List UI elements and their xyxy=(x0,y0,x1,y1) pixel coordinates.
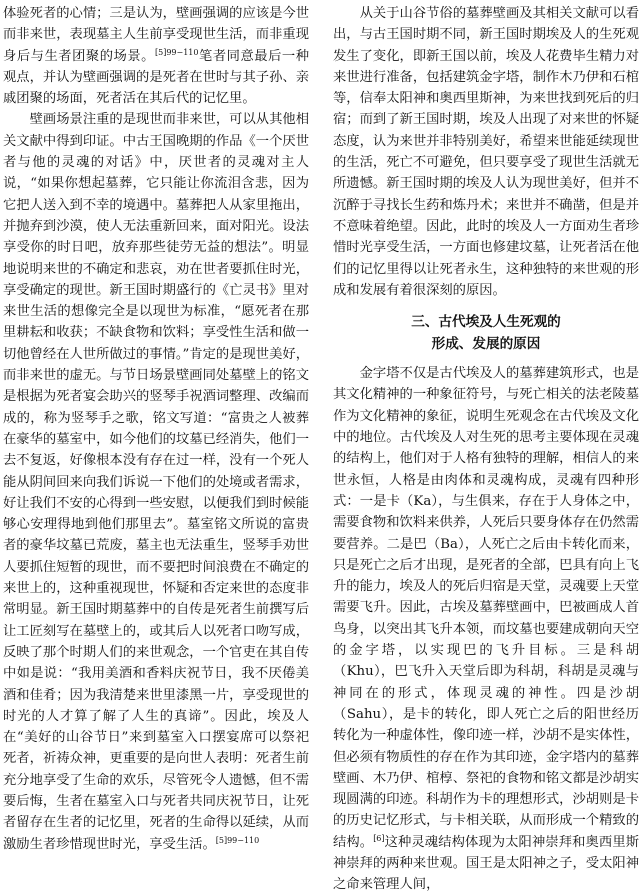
paragraph-text: 笔者同意最后一种观点，并认为壁画强调的是死者在世时与其子孙、亲戚团聚的场面，死者活在其后代的记忆里。 xyxy=(3,48,310,107)
citation: [5]99−110 xyxy=(215,835,260,845)
paragraph-text: 金字塔不仅是古代埃及人的墓葬建筑形式，也是其文化精神的一种象征符号，与死亡相关的法老陵墓作为文化精神的象征，说明生死观念在古代埃及文化中的地位。古代埃及人对生死的思考主要体现在灵魂的结构上，他们对于人格有独特的理解，相信人的来世永恒，人格是由肉体和灵魂构成，灵魂有四种形式：一是卡（Ka），与生俱来，存在于人身体之中，需要食物和饮料来供养，人死后只要身体存在仍然需要营养。二是巴（Ba），人死亡之后由卡转化而来，只是死亡之后才出现，是死者的全部，巴具有向上飞升的能力，埃及人的死后归宿是天堂，灵魂要上天堂需要飞升。因此，古埃及墓葬壁画中，巴被画成人首鸟身，以突出其飞升本领，而坟墓也要建成朝向天空的金字塔，以实现巴的飞升目标。三是科胡（Khu），巴飞升入天堂后即为科胡，科胡是灵魂与神同在的形式，体现灵魂的神性。四是沙胡（Sahu），是卡的转化，即人死亡之后的阳世经历转化为一种虚体性，像印迹一样，沙胡不是实体性，但必须有物质性的存在作为其印迹，金字塔内的墓葬壁画、木乃伊、棺椁、祭祀的食物和铭文都是沙胡实现圆满的印迹。科胡作为卡的理想形式，沙胡则是卡的历史记忆形式，与卡相关联，从而形成一个精致的结构。 xyxy=(333,366,639,850)
paragraph-text: 从关于山谷节俗的墓葬壁画及其相关文献可以看出，与古王国时期不同，新王国时期埃及人的生死观发生了变化，即新王国以前，埃及人花费毕生精力对来世进行准备，包括建筑金字塔，制作木乃伊和石棺等，信奉太阳神和奥西里斯神，为来世找到死后的归宿；而到了新王国时期，埃及人出现了对来世的怀疑态度，认为来世并非特别美好，希望来世能延续现世的生活，死亡不可避免，但只要享受了现世生活就无所遗憾。新王国时期的埃及人认为现世美好，但并不沉醉于寻找长生药和炼丹术；来世并不确凿，但是并不意味着绝望。因此，此时的埃及人一方面劝生者珍惜时光享受生活，一方面也修建坟墓，让死者活在他们的记忆里得以让死者永生，这种独特的来世观的形成和发展有着很深刻的原因。 xyxy=(333,6,639,298)
paragraph-text: 壁画场景注重的是现世而非来世，可以从其他相关文献中得到印证。中古王国晚期的作品《一个厌世者与他的灵魂的对话》中，厌世者的灵魂对主人说，“如果你想起墓葬，它只能让你流泪含悲，因为它把人送入到不幸的境遇中。墓葬把人从家里拖出，并抛弃到沙漠，使人无法重新回来，面对阳光。设法享受你的时日吧，放弃那些徒劳无益的想法”。明显地说明来世的不确定和悲哀，劝在世者要抓住时光，享受确定的现世。新王国时期盛行的《亡灵书》里对来世生活的想像完全是以现世为标准，“愿死者在那里耕耘和收获；不缺食物和饮料；享受性生活和做一切他曾经在人世所做过的事情。”肯定的是现世美好，而非来世的虚无。与节日场景壁画同处墓壁上的铭文是根据为死者宴会助兴的竖琴手祝酒词整理、改编而成的，称为竖琴手之歌，铭文写道：“富贵之人被葬在豪华的墓室中，如今他们的坟墓已经消失，他们一去不复返，好像根本没有存在过一样，没有一个死人能从阴间回来向我们诉说一下他们的处境或者需求，好让我们不安的心得到一些安慰，以便我们到时候能够心安理得地到他们那里去”。墓室铭文所说的富贵者的豪华坟墓已荒废，墓主也无法重生，竖琴手劝世人要抓住短暂的现世，而不要把时间浪费在不确定的来世上的，这种重视现世，怀疑和否定来世的态度非常明显。新王国时期墓葬中的自传是死者生前撰写后让工匠刻写在墓壁上的，或其后人以死者口吻写成，反映了那个时期人们的来世观念，一个官吏在其自传中如是说：“我用美酒和香料庆祝节日，我不厌倦美酒和佳肴；因为我清楚来世里漆黑一片，享受现世的时光的人才算了解了人生的真谛”。因此，埃及人在“美好的山谷节日”来到墓室入口摆宴席可以祭祀死者，祈祷众神，更重要的是向世人表明：死者生前充分地享受了生命的欢乐，尽管死令人遗憾，但不需要后悔，生者在墓室入口与死者共同庆祝节日，让死者留存在生者的记忆里，死者的生命得以延续，从而激励生者珍惜现世时光，享受生活。 xyxy=(3,112,309,852)
paragraph xyxy=(333,363,639,895)
paragraph-text: 体验死者的心情；三是认为，壁画强调的应该是今世而非来世，表现墓主人生前享受现世生活，而非重现身后与生者团聚的场景。 xyxy=(3,6,309,64)
section-heading-line: 三、古代埃及人生死观的 xyxy=(411,314,561,331)
paragraph xyxy=(333,3,639,301)
citation: [6] xyxy=(373,833,385,843)
citation: [5]99−110 xyxy=(154,47,199,57)
section-heading-line: 形成、发展的原因 xyxy=(431,336,541,353)
right-column xyxy=(333,3,639,896)
paragraph xyxy=(3,3,309,109)
paragraph-text: 这种灵魂结构体现为太阳神崇拜和奥西里斯神崇拜的两种来世观。国王是太阳神之子，受太阳神之命来管理人间， xyxy=(333,834,640,893)
section-heading xyxy=(333,311,639,355)
left-column xyxy=(3,3,309,855)
paragraph xyxy=(3,109,309,854)
